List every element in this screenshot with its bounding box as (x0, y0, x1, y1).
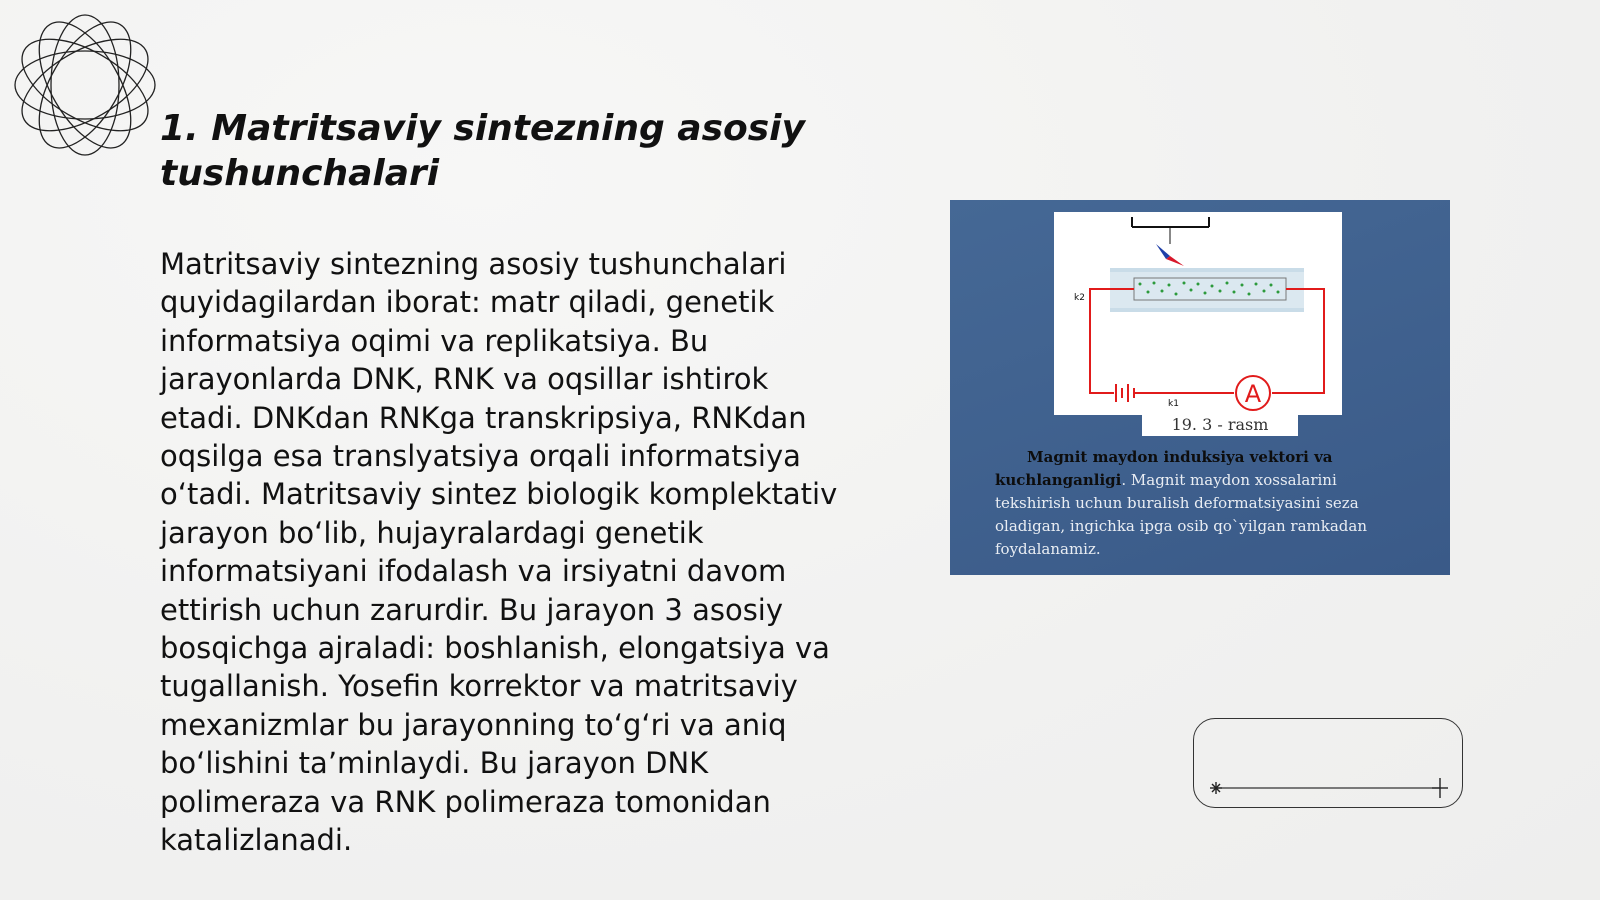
slide-body-text: Matritsaviy sintezning asosiy tushunchalari quyidagilardan iborat: matr qiladi, genetik informatsiya oqimi va replikatsiya. Bu jarayonlarda DNK, RNK va oqsillar ishtirok etadi. DNKdan RNKga transkripsiya, RNKdan oqsilga esa translyatsiya orqali informatsiya o‘tadi. Matritsaviy sintez biologik komplektativ jarayon bo‘lib, hujayralardagi genetik informatsiyani ifodalash va irsiyatni davom ettirish uchun zarurdir. Bu jarayon 3 asosiy bosqichga ajraladi: boshlanish, elongatsiya va tugallanish. Yosefin korrektor va matritsaviy mexanizmlar bu jarayonning to‘g‘ri va aniq bo‘lishini ta’minlaydi. Bu jarayon DNK polimeraza va RNK polimeraza tomonidan katalizlanadi. (160, 247, 838, 858)
switch-label-k1: k1 (1168, 399, 1179, 409)
concentric-rings-ornament-icon (10, 10, 160, 160)
circuit-diagram-svg (1054, 212, 1342, 415)
figure-number-label: 19. 3 - rasm (1142, 414, 1298, 436)
circuit-diagram (1054, 212, 1342, 415)
figure-caption (995, 446, 1395, 561)
physics-figure (950, 200, 1450, 575)
rounded-line-ornament (1193, 718, 1463, 808)
caption-bold-line-1: Magnit maydon induksiya vektori va (1027, 448, 1333, 466)
line-star-ornament-icon (1194, 719, 1464, 809)
switch-label-k2: k2 (1074, 293, 1085, 303)
caption-text: . Magnit maydon xossalarini tekshirish uchun buralish deformatsiyasini seza oladigan, ingichka ipga osib qo`yilgan ramkadan foydalanamiz. (995, 471, 1367, 558)
ammeter-symbol: A (1244, 380, 1262, 408)
slide-title: 1. Matritsaviy sintezning asosiy tushunchalari (160, 108, 805, 194)
caption-bold-line-2: kuchlanganligi (995, 471, 1122, 489)
